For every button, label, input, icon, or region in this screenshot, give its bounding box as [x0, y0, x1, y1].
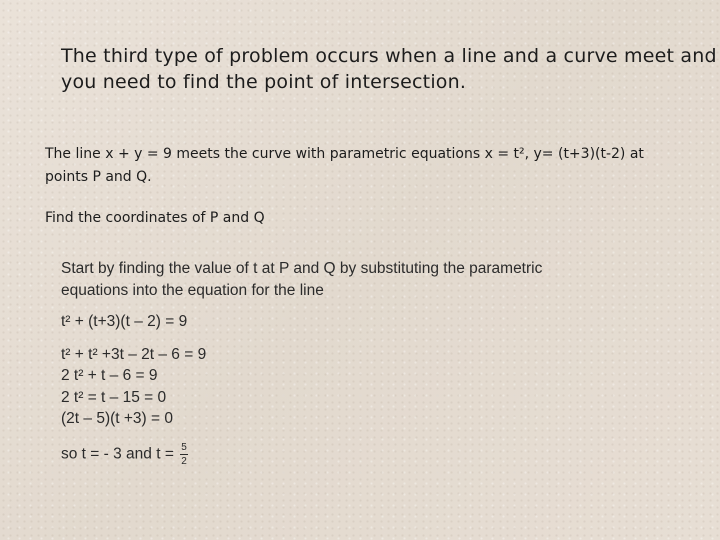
- fraction-bar: [180, 454, 188, 455]
- solution-prefix: so t = - 3 and t =: [61, 445, 179, 463]
- equation-substitution: t² + (t+3)(t – 2) = 9: [61, 313, 188, 330]
- fraction-denominator: 2: [181, 455, 187, 467]
- problem-line-2: points P and Q.: [45, 169, 152, 185]
- fraction-numerator: 5: [181, 441, 187, 453]
- solution-line: [61, 442, 621, 467]
- solution-fraction: [180, 442, 188, 467]
- working-intro-line-1: Start by finding the value of t at P and Q by substituting the parametric: [61, 260, 543, 277]
- title-line-2: you need to find the point of intersection.: [61, 71, 467, 93]
- equation-rearranged: 2 t² = t – 15 = 0: [61, 388, 167, 406]
- worked-solution: [61, 258, 621, 467]
- problem-statement: [45, 143, 685, 189]
- title-line-1: The third type of problem occurs when a line and a curve meet and: [61, 45, 717, 67]
- equation-factorised: (2t – 5)(t +3) = 0: [61, 410, 173, 427]
- equation-simplified: 2 t² + t – 6 = 9: [61, 367, 158, 384]
- question-text: [45, 207, 685, 230]
- question-line: Find the coordinates of P and Q: [45, 210, 265, 226]
- working-intro-line-2: equations into the equation for the line: [61, 281, 324, 299]
- equation-expanded: t² + t² +3t – 2t – 6 = 9: [61, 345, 207, 363]
- slide-title: [61, 43, 717, 95]
- problem-line-1: The line x + y = 9 meets the curve with parametric equations x = t², y= (t+3)(t-2) at: [45, 146, 644, 162]
